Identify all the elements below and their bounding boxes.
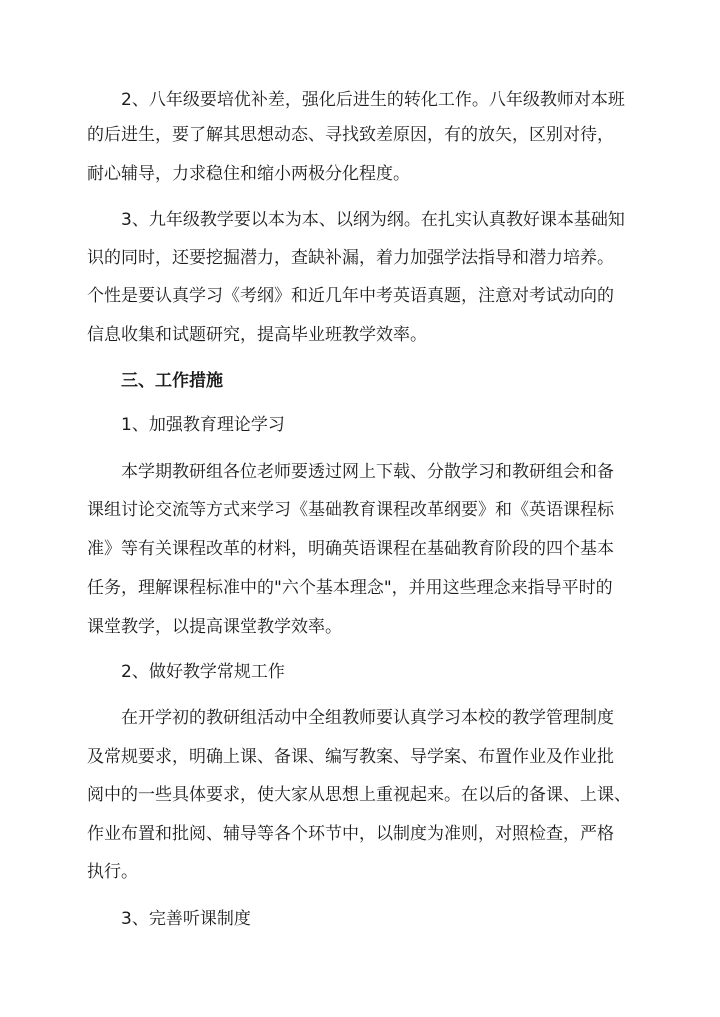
paragraph-grade9-line-4: 信息收集和试题研究，提高毕业班教学效率。 — [87, 325, 427, 345]
paragraph-grade9-line-2: 识的同时，还要挖掘潜力，查缺补漏，着力加强学法指导和潜力培养。 — [87, 248, 614, 268]
paragraph-grade8-line-1: 2、八年级要培优补差，强化后进生的转化工作。八年级教师对本班 — [121, 90, 625, 110]
theory-study-line-1: 本学期教研组各位老师要透过网上下载、分散学习和教研组会和备 — [121, 462, 614, 482]
paragraph-grade9-line-3: 个性是要认真学习《考纲》和近几年中考英语真题，注意对考试动向的 — [87, 286, 614, 306]
teaching-routine-line-5: 执行。 — [87, 862, 138, 882]
subheading-teaching-routine: 2、做好教学常规工作 — [121, 662, 285, 682]
theory-study-line-5: 课堂教学，以提高课堂教学效率。 — [87, 617, 342, 637]
paragraph-grade8-line-2: 的后进生，要了解其思想动态、寻找致差原因，有的放矢，区别对待， — [87, 125, 614, 145]
teaching-routine-line-4: 作业布置和批阅、辅导等各个环节中，以制度为准则，对照检查，严格 — [87, 824, 614, 844]
theory-study-line-4: 任务，理解课程标准中的"六个基本理念"，并用这些理念来指导平时的 — [87, 578, 613, 598]
paragraph-grade8-line-3: 耐心辅导，力求稳住和缩小两极分化程度。 — [87, 164, 410, 184]
section-heading-work-measures: 三、工作措施 — [121, 371, 223, 391]
theory-study-line-3: 准》等有关课程改革的材料，明确英语课程在基础教育阶段的四个基本 — [87, 539, 614, 559]
subheading-lesson-observation: 3、完善听课制度 — [121, 909, 251, 929]
subheading-theory-study: 1、加强教育理论学习 — [121, 415, 285, 435]
teaching-routine-line-1: 在开学初的教研组活动中全组教师要认真学习本校的教学管理制度 — [121, 708, 614, 728]
teaching-routine-line-2: 及常规要求，明确上课、备课、编写教案、导学案、布置作业及作业批 — [87, 747, 614, 767]
paragraph-grade9-line-1: 3、九年级教学要以本为本、以纲为纲。在扎实认真教好课本基础知 — [121, 210, 625, 230]
theory-study-line-2: 课组讨论交流等方式来学习《基础教育课程改革纲要》和《英语课程标 — [87, 500, 614, 520]
teaching-routine-line-3: 阅中的一些具体要求，使大家从思想上重视起来。在以后的备课、上课、 — [87, 785, 631, 805]
